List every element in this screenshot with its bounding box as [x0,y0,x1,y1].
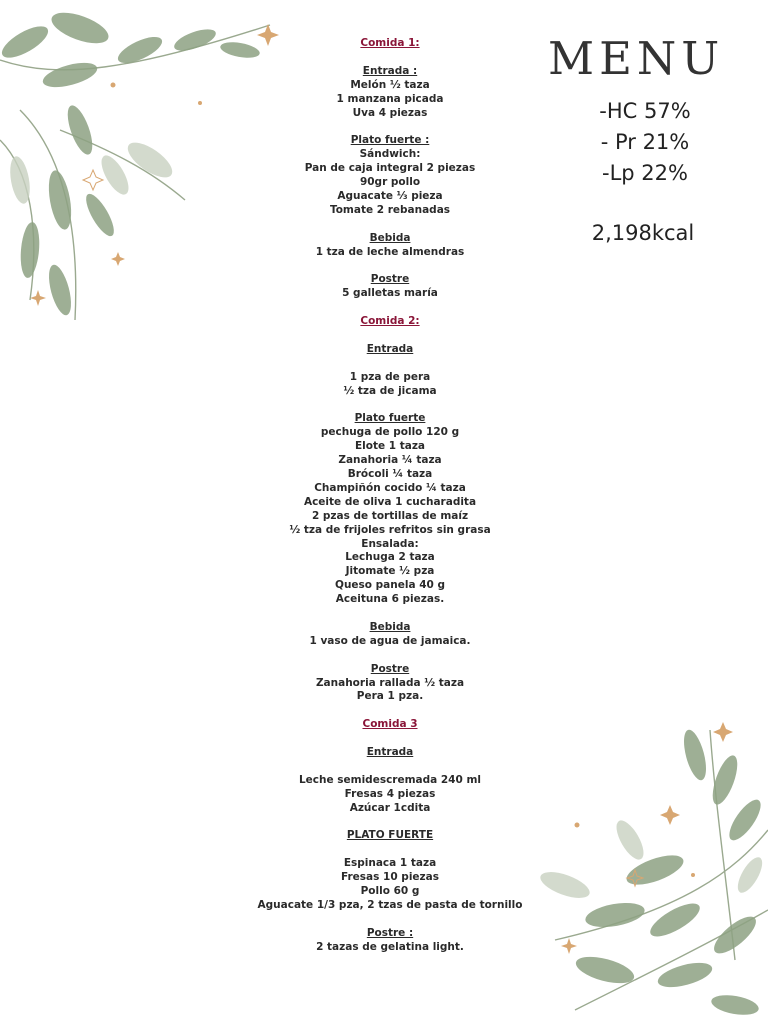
section-heading: Postre : [366,926,414,939]
section-heading: Entrada [366,746,414,759]
macro-carbs: -HC 57% [599,99,691,123]
meal-plan-list [240,37,540,955]
menu-item: Zanahoria ¼ taza [338,454,442,467]
line-spacer [240,51,540,65]
line-spacer [240,704,540,718]
line-spacer [240,607,540,621]
section-heading: Bebida [369,231,411,244]
menu-item: ½ tza de jicama [343,384,437,397]
menu-item: Aguacate 1/3 pza, 2 tzas de pasta de tornillo [257,898,523,911]
menu-item: Leche semidescremada 240 ml [298,773,481,786]
line-spacer [240,259,540,273]
menu-item: Aceite de oliva 1 cucharadita [303,495,477,508]
meal-heading: Comida 2: [360,315,420,328]
menu-item: Jitomate ½ pza [345,565,435,578]
line-spacer [240,329,540,343]
line-spacer [240,218,540,232]
menu-item: pechuga de pollo 120 g [320,426,460,439]
menu-item: Elote 1 taza [354,440,426,453]
menu-item: 2 tazas de gelatina light. [316,940,464,953]
meal-heading: Comida 3 [362,718,418,731]
menu-item: 1 pza de pera [349,370,431,383]
menu-item: Melón ½ taza [350,78,430,91]
menu-item: Pan de caja integral 2 piezas [304,162,476,175]
menu-item: Zanahoria rallada ½ taza [315,676,465,689]
line-spacer [240,913,540,927]
line-spacer [240,120,540,134]
line-spacer [240,398,540,412]
menu-item: 5 galletas maría [342,287,438,300]
line-spacer [240,301,540,315]
menu-item: Espinaca 1 taza [343,857,437,870]
menu-item: 1 manzana picada [336,92,444,105]
section-heading: Entrada [366,342,414,355]
menu-item: Sándwich: [359,148,421,161]
macro-protein: - Pr 21% [600,130,690,154]
menu-item: Tomate 2 rebanadas [329,203,451,216]
menu-item: Azúcar 1cdita [349,801,431,814]
menu-item: 90gr pollo [359,176,421,189]
line-spacer [240,732,540,746]
line-spacer [240,649,540,663]
menu-item: Pera 1 pza. [356,690,424,703]
line-spacer [240,843,540,857]
menu-item: Queso panela 40 g [335,579,445,592]
menu-item: 2 pzas de tortillas de maíz [311,509,469,522]
menu-item: Fresas 10 piezas [341,871,439,884]
menu-item: Aguacate ⅓ pieza [337,189,443,202]
total-calories: 2,198kcal [591,221,695,245]
menu-item: 1 tza de leche almendras [315,245,465,258]
line-spacer [240,357,540,371]
menu-item: Champiñón cocido ¼ taza [314,481,466,494]
section-heading: Plato fuerte [354,412,426,425]
macro-percentages [580,96,710,189]
menu-item: Fresas 4 piezas [344,787,436,800]
line-spacer [240,816,540,830]
line-spacer [240,760,540,774]
menu-item: 1 vaso de agua de jamaica. [309,634,471,647]
section-heading: PLATO FUERTE [346,829,434,842]
macro-lipids: -Lp 22% [602,161,688,185]
section-heading: Plato fuerte : [350,134,430,147]
menu-item: Pollo 60 g [360,885,420,898]
menu-item: Brócoli ¼ taza [347,467,433,480]
section-heading: Entrada : [362,64,418,77]
section-heading: Postre [370,273,410,286]
menu-item: ½ tza de frijoles refritos sin grasa [289,523,491,536]
leaf-decoration-bottom-right [535,710,768,1024]
section-heading: Bebida [369,620,411,633]
menu-item: Uva 4 piezas [352,106,428,119]
section-heading: Postre [370,662,410,675]
menu-item: Lechuga 2 taza [345,551,435,564]
menu-item: Ensalada: [361,537,419,550]
meal-heading: Comida 1: [360,37,420,49]
menu-item: Aceituna 6 piezas. [335,593,445,606]
menu-title: MENU [548,32,725,85]
